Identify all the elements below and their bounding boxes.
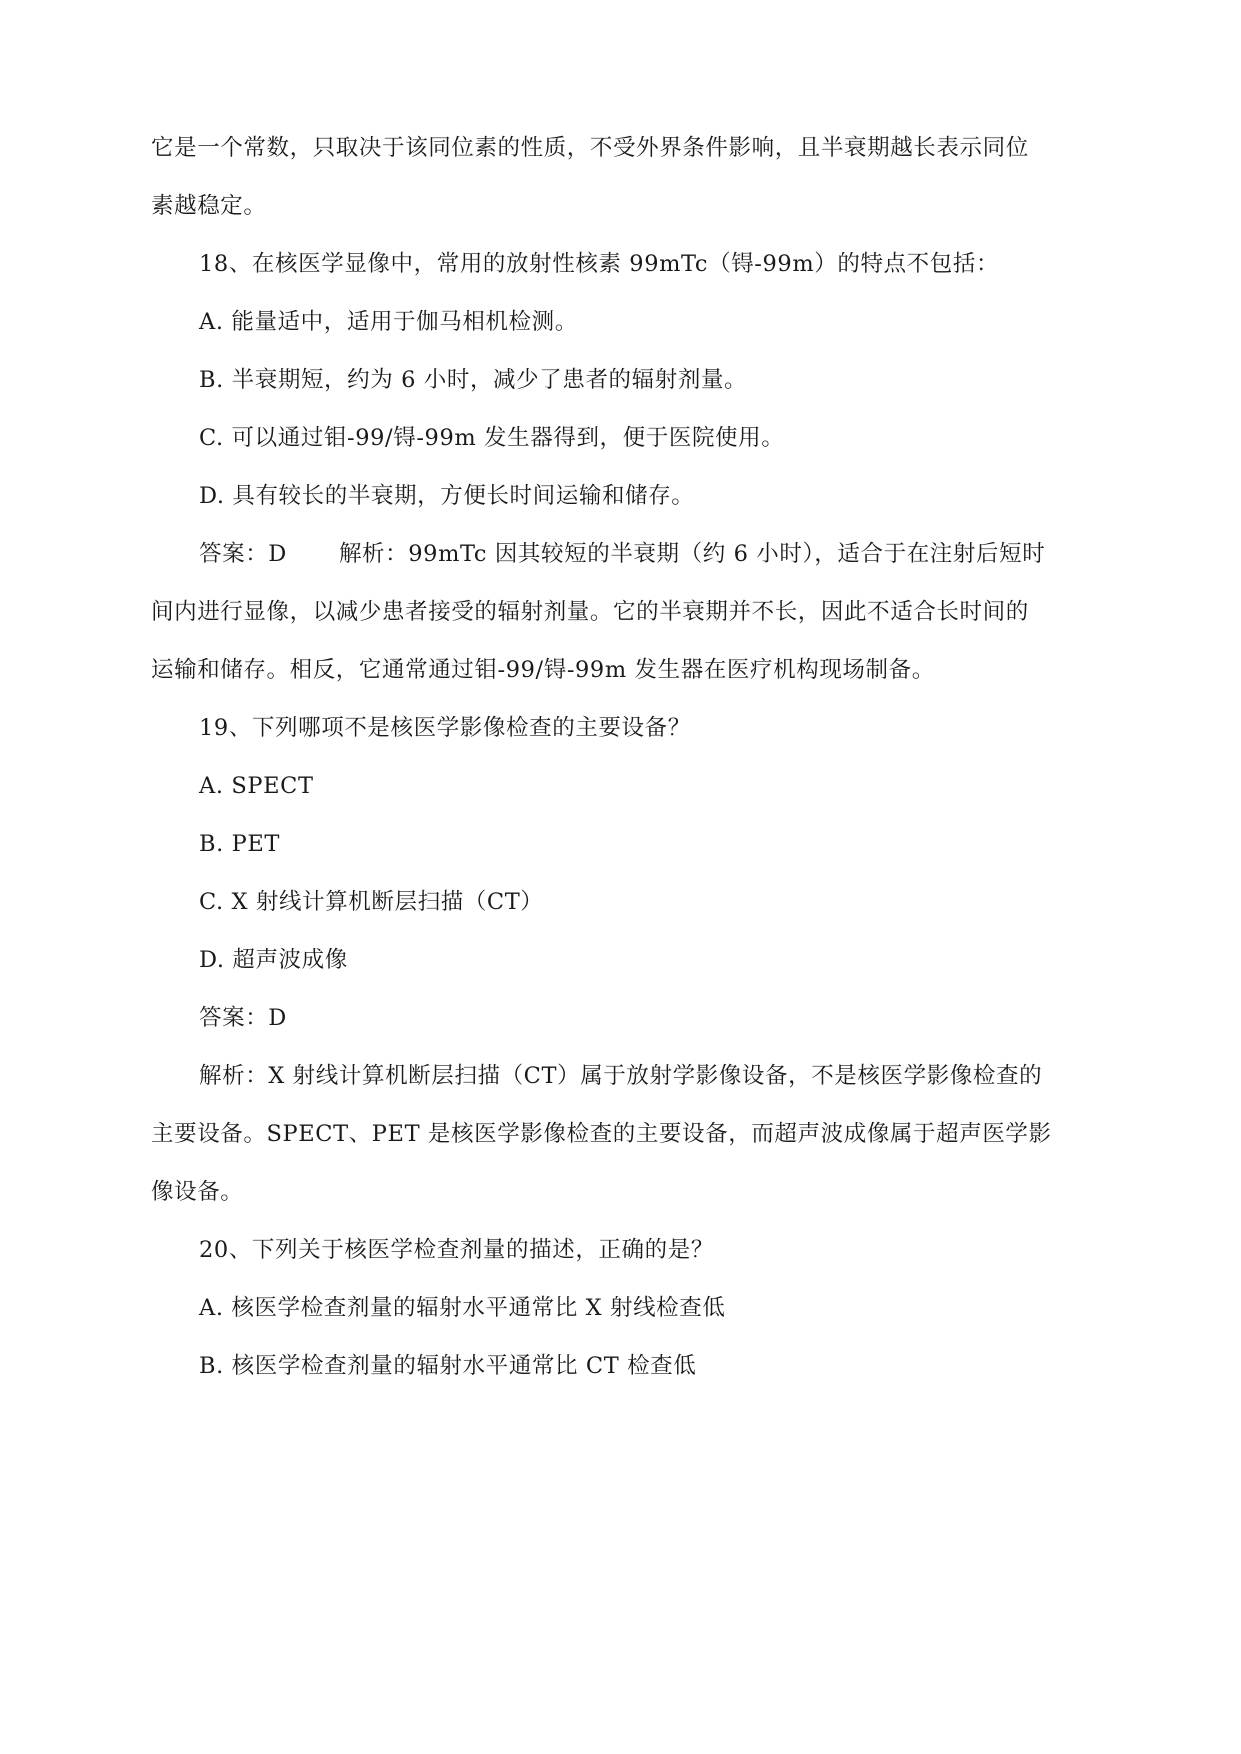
question-option: A. SPECT [199,773,314,799]
question-option: D. 具有较长的半衰期，方便长时间运输和储存。 [199,483,695,509]
paragraph-line: 它是一个常数，只取决于该同位素的性质，不受外界条件影响，且半衰期越长表示同位 [151,135,1029,161]
analysis-line: 运输和储存。相反，它通常通过钼-99/锝-99m 发生器在医疗机构现场制备。 [151,657,935,683]
question-option: C. X 射线计算机断层扫描（CT） [199,889,544,915]
answer-text: 答案：D [199,541,287,567]
analysis-line: 像设备。 [151,1179,244,1205]
question-stem: 20、下列关于核医学检查剂量的描述，正确的是？ [199,1237,714,1263]
question-option: D. 超声波成像 [199,947,348,973]
analysis-line: 间内进行显像，以减少患者接受的辐射剂量。它的半衰期并不长，因此不适合长时间的 [151,599,1029,625]
question-option: C. 可以通过钼-99/锝-99m 发生器得到，便于医院使用。 [199,425,785,451]
question-option: A. 能量适中，适用于伽马相机检测。 [199,309,578,335]
answer-analysis-line [199,538,1045,570]
question-option: B. 半衰期短，约为 6 小时，减少了患者的辐射剂量。 [199,367,748,393]
paragraph-line: 素越稳定。 [151,193,267,219]
analysis-text: 解析：99mTc 因其较短的半衰期（约 6 小时），适合于在注射后短时 [338,541,1046,567]
analysis-text: 解析：X 射线计算机断层扫描（CT）属于放射学影像设备，不是核医学影像检查的 [199,1063,1043,1089]
question-option: B. PET [199,831,281,857]
question-option: B. 核医学检查剂量的辐射水平通常比 CT 检查低 [199,1353,697,1379]
question-stem: 19、下列哪项不是核医学影像检查的主要设备？ [199,715,691,741]
answer-text: 答案：D [199,1005,287,1031]
question-option: A. 核医学检查剂量的辐射水平通常比 X 射线检查低 [199,1295,726,1321]
question-stem: 18、在核医学显像中，常用的放射性核素 99mTc（锝-99m）的特点不包括： [199,251,1000,277]
analysis-line: 主要设备。SPECT、PET 是核医学影像检查的主要设备，而超声波成像属于超声医学影 [151,1121,1052,1147]
